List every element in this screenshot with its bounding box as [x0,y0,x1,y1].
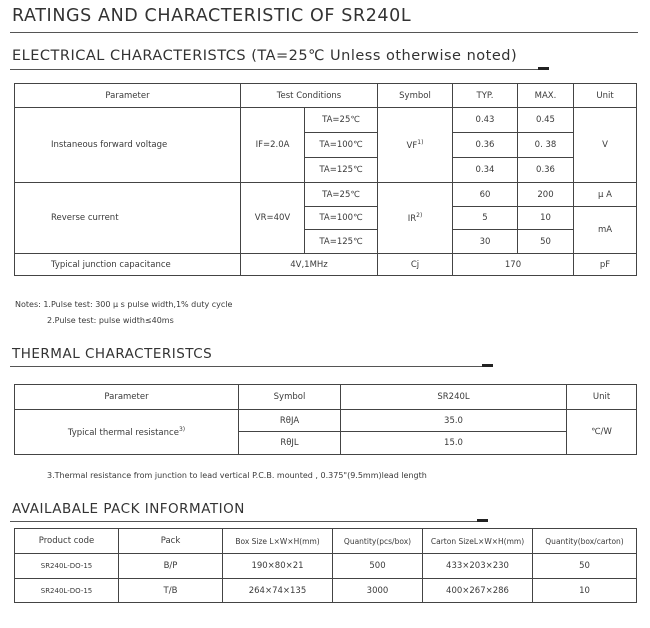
reverse-symbol-text: IR [407,213,417,224]
header-max: MAX. [518,84,574,108]
forward-symbol-text: VF [406,140,418,151]
thermal-title-rule [10,366,492,367]
thermal-value-1: 35.0 [341,410,567,432]
pack-table [14,528,637,603]
electrical-title-rule [10,69,548,70]
capacitance-value: 170 [453,254,574,276]
pack-cell: SR240L-DO-15 [15,579,119,603]
forward-temp-2: TA=100℃ [305,133,378,158]
pack-cell: B/P [119,554,223,579]
forward-typ-3: 0.34 [453,158,518,183]
pack-title-rule [10,521,488,522]
forward-voltage-label: Instaneous forward voltage [15,108,241,183]
pack-cell: 500 [333,554,423,579]
forward-condition: IF=2.0A [241,108,305,183]
thermal-title-mark [482,364,493,367]
pack-header-carton-size: Carton SizeL×W×H(mm) [423,529,533,554]
forward-temp-1: TA=25℃ [305,108,378,133]
pack-title: AVAILABALE PACK INFORMATION [12,501,245,517]
thermal-table [14,384,637,455]
reverse-max-3: 50 [518,230,574,254]
thermal-header-part: SR240L [341,385,567,410]
reverse-max-2: 10 [518,207,574,230]
header-unit: Unit [574,84,637,108]
thermal-value-2: 15.0 [341,432,567,455]
table-row [15,410,637,432]
capacitance-condition: 4V,1MHz [241,254,378,276]
pack-header-qty-carton: Quantity(box/carton) [533,529,637,554]
reverse-symbol [378,183,453,254]
thermal-header-row [15,385,637,410]
reverse-temp-3: TA=125℃ [305,230,378,254]
electrical-header-row [15,84,637,108]
title-rule [10,32,638,33]
pack-header-qty-box: Quantity(pcs/box) [333,529,423,554]
forward-symbol [378,108,453,183]
thermal-header-parameter: Parameter [15,385,239,410]
forward-typ-2: 0.36 [453,133,518,158]
reverse-typ-3: 30 [453,230,518,254]
header-parameter: Parameter [15,84,241,108]
pack-cell: 433×203×230 [423,554,533,579]
pack-cell: 264×74×135 [223,579,333,603]
forward-note-ref: 1) [417,139,424,147]
thermal-unit: ℃/W [567,410,637,455]
reverse-unit-2: mA [574,207,637,254]
capacitance-symbol: Cj [378,254,453,276]
pack-cell: 3000 [333,579,423,603]
pack-cell: 10 [533,579,637,603]
forward-unit: V [574,108,637,183]
forward-temp-3: TA=125℃ [305,158,378,183]
forward-max-2: 0. 38 [518,133,574,158]
pack-header-product: Product code [15,529,119,554]
reverse-note-ref: 2) [416,212,423,220]
header-typ: TYP. [453,84,518,108]
reverse-temp-2: TA=100℃ [305,207,378,230]
forward-max-3: 0.36 [518,158,574,183]
thermal-header-unit: Unit [567,385,637,410]
capacitance-label: Typical junction capacitance [15,254,241,276]
pack-cell: 190×80×21 [223,554,333,579]
pack-cell: SR240L-DO-15 [15,554,119,579]
note-1: Notes: 1.Pulse test: 300 μ s pulse width,1% duty cycle [15,300,233,309]
reverse-unit-1: μ A [574,183,637,207]
pack-cell: T/B [119,579,223,603]
pack-header-row [15,529,637,554]
thermal-symbol-1: RθJA [239,410,341,432]
reverse-typ-1: 60 [453,183,518,207]
reverse-typ-2: 5 [453,207,518,230]
forward-max-1: 0.45 [518,108,574,133]
table-row [15,183,637,207]
electrical-title-mark [538,67,549,70]
table-row [15,108,637,133]
thermal-note-ref: 3) [178,426,186,434]
thermal-note: 3.Thermal resistance from junction to lead vertical P.C.B. mounted , 0.375"(9.5mm)lead length [47,471,427,480]
pack-cell: 400×267×286 [423,579,533,603]
electrical-table [14,83,637,276]
note-2: 2.Pulse test: pulse width≤40ms [47,316,174,325]
capacitance-unit: pF [574,254,637,276]
thermal-label-text: Typical thermal resistance [67,427,179,438]
reverse-temp-1: TA=25℃ [305,183,378,207]
table-row [15,579,637,603]
page-title: RATINGS AND CHARACTERISTIC OF SR240L [12,6,412,26]
pack-header-box-size: Box Size L×W×H(mm) [223,529,333,554]
pack-title-mark [477,519,488,522]
table-row [15,254,637,276]
thermal-header-symbol: Symbol [239,385,341,410]
reverse-condition: VR=40V [241,183,305,254]
header-symbol: Symbol [378,84,453,108]
thermal-symbol-2: RθJL [239,432,341,455]
header-conditions: Test Conditions [241,84,378,108]
reverse-current-label: Reverse current [15,183,241,254]
thermal-title: THERMAL CHARACTERISTCS [12,346,213,362]
table-row [15,554,637,579]
electrical-title: ELECTRICAL CHARACTERISTCS (TA=25℃ Unless otherwise noted) [12,48,518,64]
pack-header-pack: Pack [119,529,223,554]
thermal-label [15,410,239,455]
reverse-max-1: 200 [518,183,574,207]
forward-typ-1: 0.43 [453,108,518,133]
pack-cell: 50 [533,554,637,579]
